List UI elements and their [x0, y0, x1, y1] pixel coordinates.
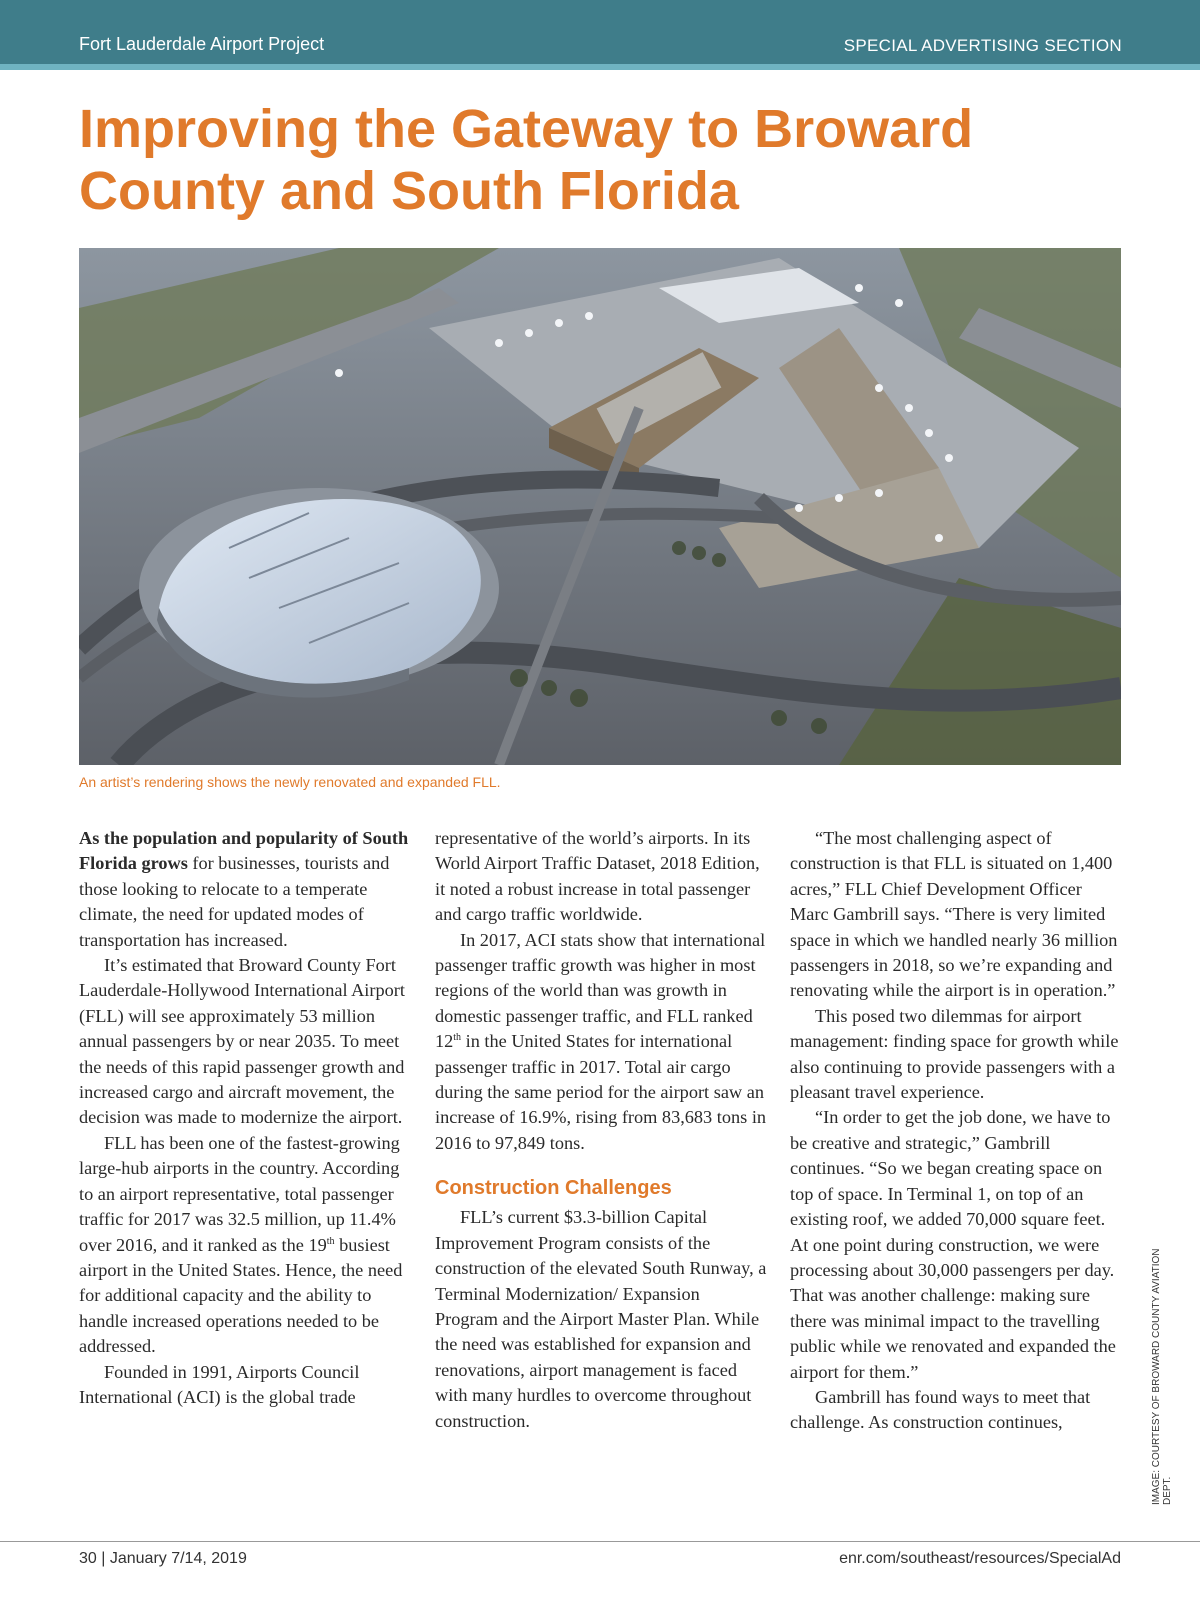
section-title: Fort Lauderdale Airport Project: [79, 34, 325, 54]
lead-in: As the population and popularity of South Florida grows: [79, 828, 409, 874]
airport-rendering-image: [79, 248, 1121, 765]
photo-credit: IMAGE: COURTESY OF BROWARD COUNTY AVIATION DEPT.: [1151, 1248, 1173, 1505]
article-column-1: [79, 826, 411, 1410]
superscript: th: [453, 1032, 462, 1044]
paragraph: Gambrill has found ways to meet that challenge. As construction continues,: [790, 1386, 1091, 1433]
paragraph-text: FLL has been one of the fastest-growing large-hub airports in the country. According to an airport representative, total passenger traffic for 2017 was 32.5 million, up 11.4% over 2016, and it ranked as the 19: [79, 1132, 400, 1255]
page-folio: 30 | January 7/14, 2019: [79, 1550, 247, 1567]
image-caption: An artist’s rendering shows the newly renovated and expanded FLL.: [79, 774, 501, 790]
paragraph: This posed two dilemmas for airport management: finding space for growth while also continuing to provide passengers with a pleasant travel experience.: [790, 1005, 1119, 1103]
article-column-2: [435, 826, 767, 1434]
article-column-3: [790, 826, 1122, 1436]
paragraph-text: In 2017, ACI stats show that international passenger traffic growth was higher in most regions of the world than was growth in domestic passenger traffic, and FLL ranked 12: [435, 929, 766, 1052]
footer-url: enr.com/southeast/resources/SpecialAd: [839, 1550, 1121, 1567]
header-bar: [0, 0, 1200, 64]
paragraph-text: busiest airport in the United States. Hence, the need for additional capacity and the ability to handle increased operations needed to be addressed.: [79, 1234, 403, 1357]
paragraph: Founded in 1991, Airports Council International (ACI) is the global trade: [79, 1361, 360, 1407]
paragraph: “The most challenging aspect of construction is that FLL is situated on 1,400 acres,” FLL Chief Development Officer Marc Gambrill says. “There is very limited space in which we handled nearly 36 million passengers in 2018, so we’re expanding and renovating while the airport is in operation.”: [790, 828, 1118, 1001]
section-subhead: Construction Challenges: [435, 1177, 672, 1200]
paragraph: representative of the world’s airports. In its World Airport Traffic Dataset, 2018 Edition, it noted a robust increase in total passenger and cargo traffic worldwide.: [435, 828, 760, 925]
paragraph: It’s estimated that Broward County Fort Lauderdale-Hollywood International Airport (FLL) will see approximately 53 million annual passengers by or near 2035. To meet the needs of this rapid passenger growth and increased cargo and aircraft movement, the decision was made to modernize the airport.: [79, 955, 405, 1128]
superscript: th: [326, 1235, 335, 1247]
paragraph-text: in the United States for international passenger traffic in 2017. Total air cargo during the same period for the airport saw an increase of 16.9%, rising from 83,683 tons in 2016 to 97,849 tons.: [435, 1031, 767, 1153]
paragraph: [79, 1131, 411, 1360]
paragraph: [79, 826, 411, 953]
paragraph: [435, 928, 767, 1157]
paragraph-text: for businesses, tourists and those looking to relocate to a temperate climate, the need for updated modes of transportation has increased.: [79, 853, 390, 950]
header-accent-strip: [0, 64, 1200, 70]
page-headline: Improving the Gateway to Broward County and South Florida: [79, 99, 974, 221]
footer-divider: [0, 1541, 1200, 1542]
paragraph: “In order to get the job done, we have to be creative and strategic,” Gambrill continues. “So we began creating space on top of space. In Terminal 1, on top of an existing roof, we added 70,000 square feet. At one point during construction, we were processing about 30,000 passengers per day. That was another challenge: making sure there was minimal impact to the travelling public while we renovated and expanded the airport for them.”: [790, 1107, 1116, 1382]
advertising-label: SPECIAL ADVERTISING SECTION: [843, 36, 1122, 55]
paragraph: FLL’s current $3.3-billion Capital Improvement Program consists of the construction of the elevated South Runway, a Terminal Modernization/ Expansion Program and the Airport Master Plan. While the need was established for expansion and renovations, airport management is faced with many hurdles to overcome throughout construction.: [435, 1207, 767, 1431]
